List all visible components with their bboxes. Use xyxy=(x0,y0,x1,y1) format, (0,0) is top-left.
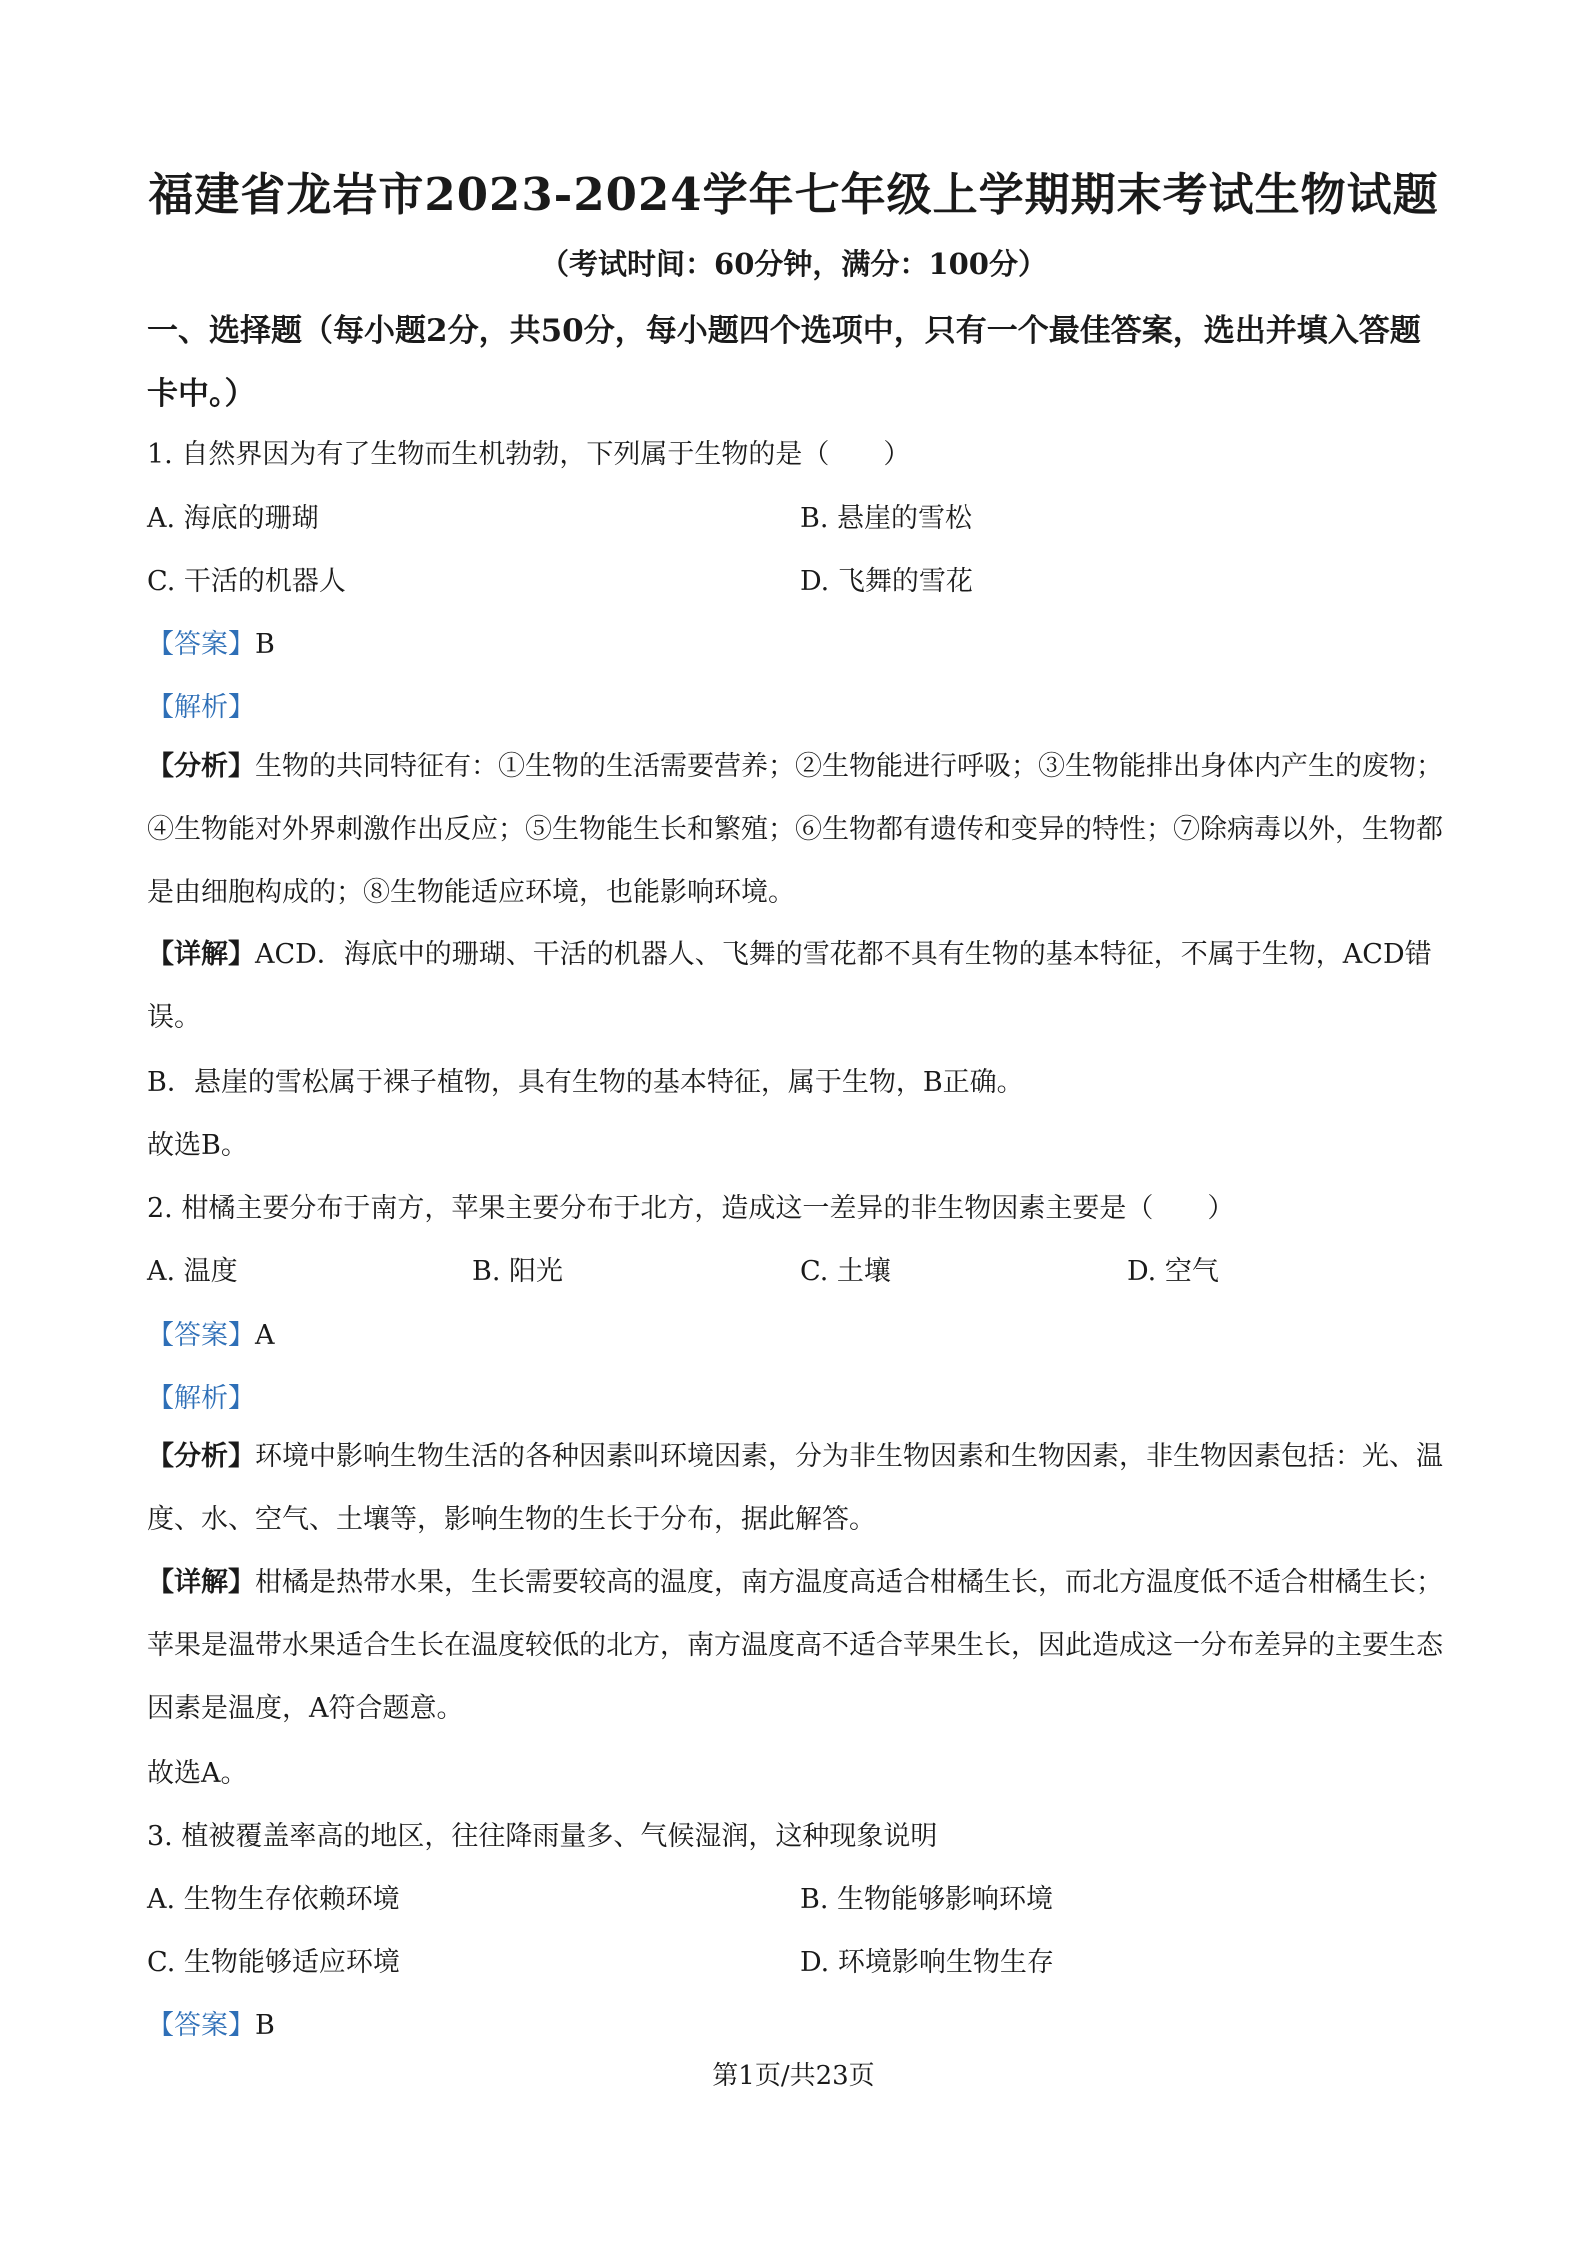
analysis-label: 【解析】 xyxy=(147,692,255,723)
q2-option-d: D. 空气 xyxy=(1127,1256,1219,1287)
q1-option-b: B. 悬崖的雪松 xyxy=(800,503,973,534)
exam-info: （考试时间：60分钟，满分：100分） xyxy=(540,247,1047,281)
q1-xiangjie-text: ACD．海底中的珊瑚、干活的机器人、飞舞的雪花都不具有生物的基本特征，不属于生物，ACD错误。 xyxy=(147,939,1432,1033)
fenxi-label: 【分析】 xyxy=(147,751,255,782)
q1-option-c: C. 干活的机器人 xyxy=(147,566,346,597)
question-1-stem: 1. 自然界因为有了生物而生机勃勃，下列属于生物的是（ ） xyxy=(147,439,911,470)
q2-fenxi xyxy=(147,1425,1447,1551)
q3-option-c: C. 生物能够适应环境 xyxy=(147,1947,400,1978)
question-3-stem: 3. 植被覆盖率高的地区，往往降雨量多、气候湿润，这种现象说明 xyxy=(147,1821,938,1852)
q1-fenxi-text: 生物的共同特征有：①生物的生活需要营养；②生物能进行呼吸；③生物能排出身体内产生的废物；④生物能对外界刺激作出反应；⑤生物能生长和繁殖；⑥生物都有遗传和变异的特性；⑦除病毒以外，生物都是由细胞构成的；⑧生物能适应环境，也能影响环境。 xyxy=(147,751,1443,908)
q3-option-a: A. 生物生存依赖环境 xyxy=(147,1884,400,1915)
q3-answer-value: B xyxy=(255,2010,275,2041)
q1-analysis-label xyxy=(147,685,255,724)
q2-xiangjie-text: 柑橘是热带水果，生长需要较高的温度，南方温度高适合柑橘生长，而北方温度低不适合柑橘生长；苹果是温带水果适合生长在温度较低的北方，南方温度高不适合苹果生长，因此造成这一分布差异的主要生态因素是温度，A符合题意。 xyxy=(147,1567,1443,1724)
q3-option-d: D. 环境影响生物生存 xyxy=(800,1947,1054,1978)
q1-answer xyxy=(147,622,275,661)
q1-conclusion: 故选B。 xyxy=(147,1130,248,1161)
answer-label: 【答案】 xyxy=(147,629,255,660)
section-heading: 一、选择题（每小题2分，共50分，每小题四个选项中，只有一个最佳答案，选出并填入答题卡中。） xyxy=(147,313,1421,412)
q2-option-a: A. 温度 xyxy=(147,1256,238,1287)
answer-label: 【答案】 xyxy=(147,2010,255,2041)
q1-option-a: A. 海底的珊瑚 xyxy=(147,503,319,534)
page-number: 第1页/共23页 xyxy=(712,2061,875,2091)
q1-option-d: D. 飞舞的雪花 xyxy=(800,566,973,597)
q3-option-b: B. 生物能够影响环境 xyxy=(800,1884,1054,1915)
q3-answer xyxy=(147,2003,275,2042)
analysis-label: 【解析】 xyxy=(147,1383,255,1414)
xiangjie-label: 【详解】 xyxy=(147,939,255,970)
q2-answer-value: A xyxy=(255,1320,275,1351)
q2-option-b: B. 阳光 xyxy=(472,1256,564,1287)
q2-conclusion: 故选A。 xyxy=(147,1758,248,1789)
q2-analysis-label xyxy=(147,1376,255,1415)
q1-xiangjie xyxy=(147,923,1447,1049)
xiangjie-label: 【详解】 xyxy=(147,1567,255,1598)
q1-extra: B．悬崖的雪松属于裸子植物，具有生物的基本特征，属于生物，B正确。 xyxy=(147,1067,1024,1098)
q2-option-c: C. 土壤 xyxy=(800,1256,891,1287)
fenxi-label: 【分析】 xyxy=(147,1441,255,1472)
q2-xiangjie xyxy=(147,1551,1447,1740)
answer-label: 【答案】 xyxy=(147,1320,255,1351)
q1-answer-value: B xyxy=(255,629,275,660)
q2-fenxi-text: 环境中影响生物生活的各种因素叫环境因素，分为非生物因素和生物因素，非生物因素包括：光、温度、水、空气、土壤等，影响生物的生长于分布，据此解答。 xyxy=(147,1441,1443,1535)
q2-answer xyxy=(147,1313,275,1352)
question-2-stem: 2. 柑橘主要分布于南方，苹果主要分布于北方，造成这一差异的非生物因素主要是（ ） xyxy=(147,1193,1235,1224)
page-title: 福建省龙岩市2023-2024学年七年级上学期期末考试生物试题 xyxy=(148,168,1439,221)
q1-fenxi xyxy=(147,735,1447,924)
